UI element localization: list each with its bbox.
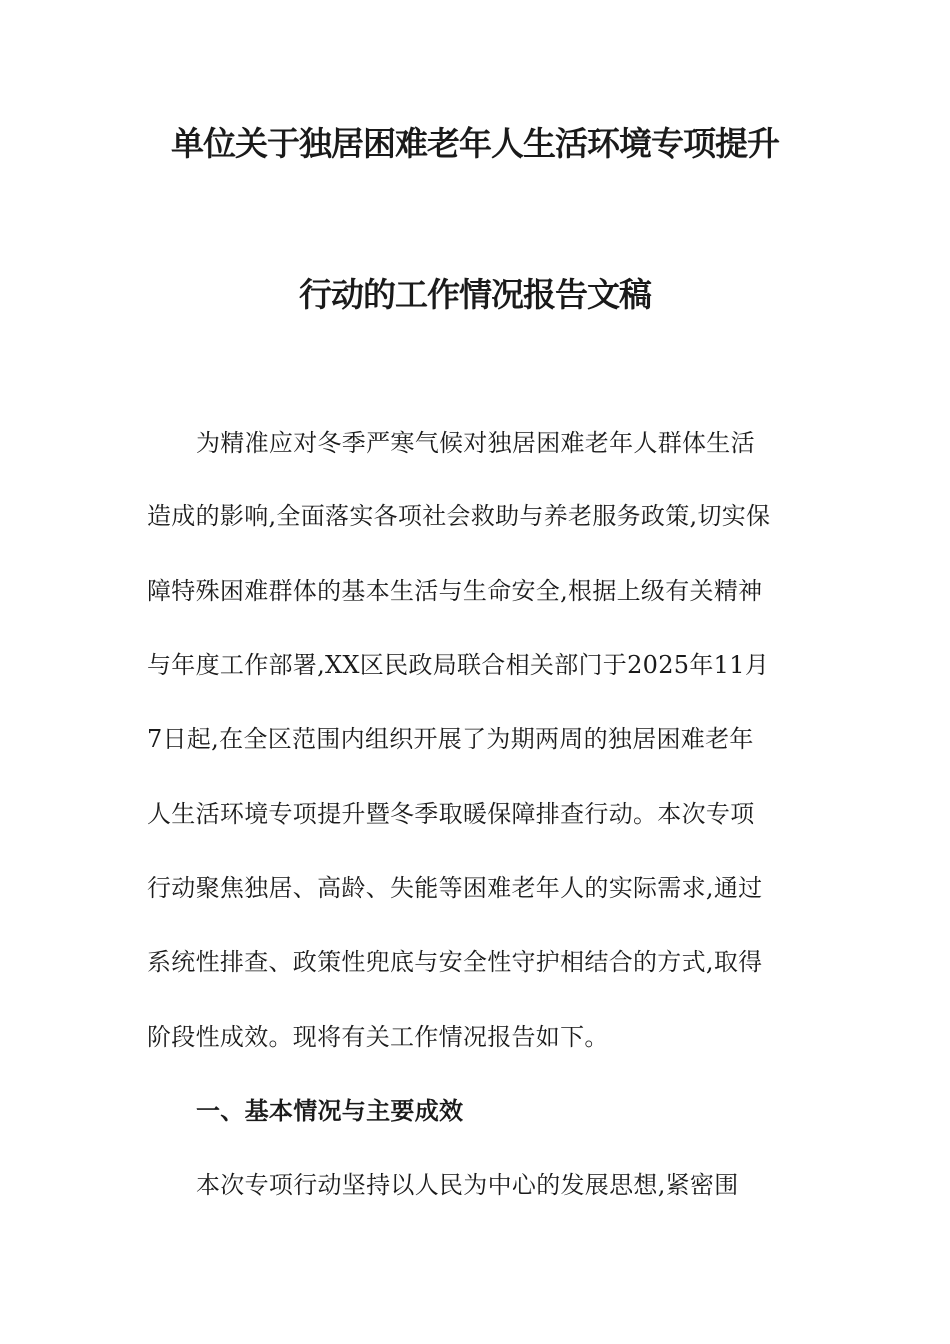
document-title-line-1: 单位关于独居困难老年人生活环境专项提升 [171, 124, 779, 163]
section-heading: 一、基本情况与主要成效 [196, 1096, 464, 1125]
paragraph-line: 行动聚焦独居、高龄、失能等困难老年人的实际需求,通过 [147, 874, 763, 902]
paragraph-line: 本次专项行动坚持以人民为中心的发展思想,紧密围 [196, 1171, 739, 1199]
paragraph-line: 为精准应对冬季严寒气候对独居困难老年人群体生活 [196, 429, 755, 457]
document-title-line-2: 行动的工作情况报告文稿 [299, 275, 651, 314]
paragraph-line: 与年度工作部署,XX区民政局联合相关部门于2025年11月 [147, 651, 770, 679]
paragraph-line: 阶段性成效。现将有关工作情况报告如下。 [147, 1023, 609, 1051]
paragraph-line: 7日起,在全区范围内组织开展了为期两周的独居困难老年 [147, 725, 754, 753]
paragraph-line: 造成的影响,全面落实各项社会救助与养老服务政策,切实保 [147, 502, 771, 530]
paragraph-line: 系统性排查、政策性兜底与安全性守护相结合的方式,取得 [147, 948, 763, 976]
paragraph-line: 人生活环境专项提升暨冬季取暖保障排查行动。本次专项 [147, 800, 755, 828]
paragraph-line: 障特殊困难群体的基本生活与生命安全,根据上级有关精神 [147, 577, 763, 605]
